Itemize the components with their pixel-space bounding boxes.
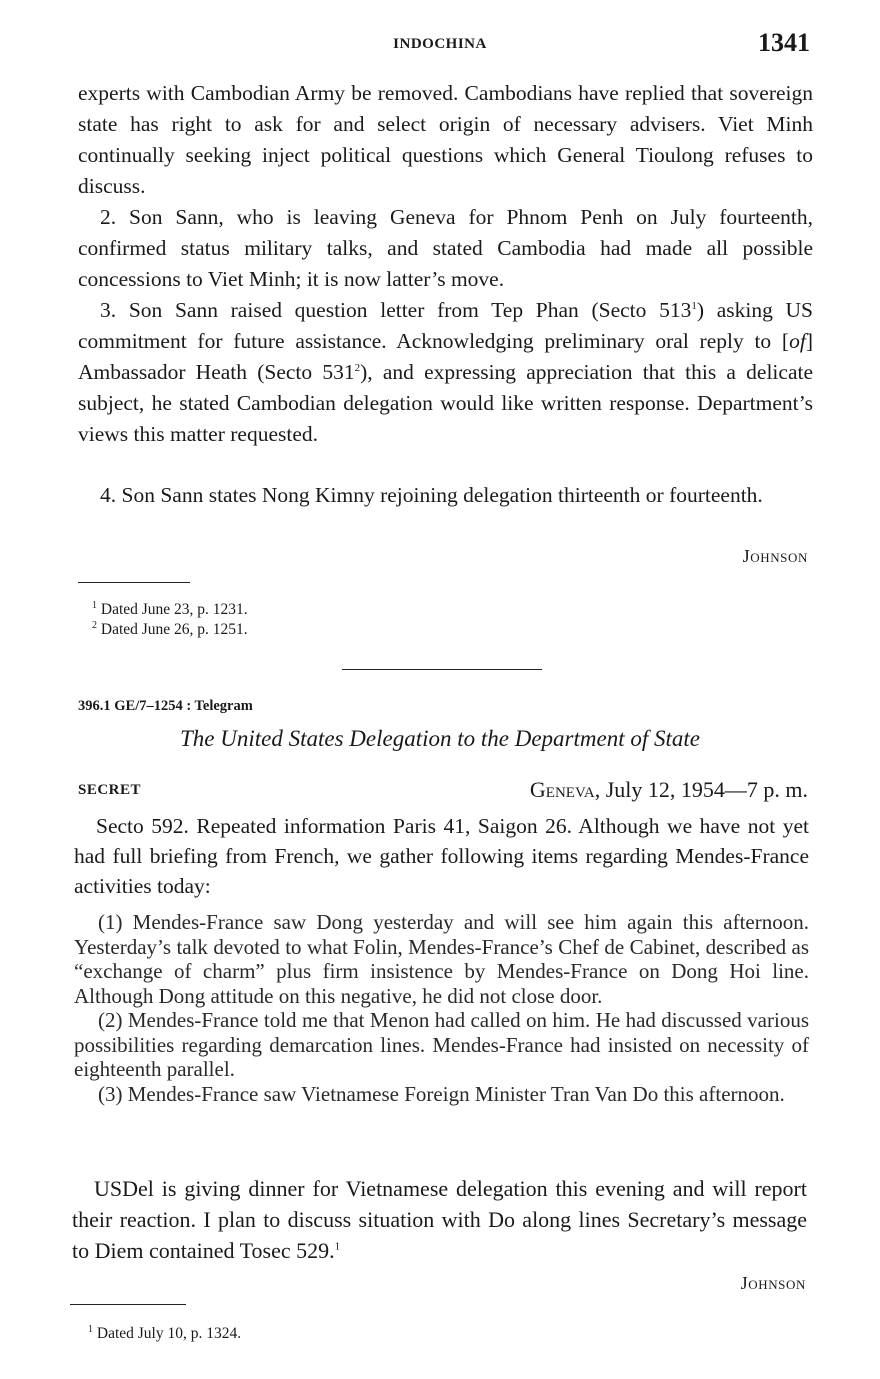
telegram-closing-text: USDel is giving dinner for Vietnamese delegation this evening and will report their reaction. I plan to discuss situation with Do along lines Secretary’s message to Diem contained Tosec 529. (72, 1176, 807, 1263)
footnote-2-text: Dated June 26, p. 1251. (100, 621, 248, 638)
footnote-3-text: Dated July 10, p. 1324. (96, 1325, 242, 1342)
page-number: 1341 (758, 28, 810, 57)
paragraph-3 (78, 295, 813, 450)
dateline-date: , July 12, 1954—7 p. m. (594, 777, 808, 802)
running-header-title: INDOCHINA (393, 36, 487, 52)
telegram-item-1: (1) Mendes-France saw Dong yesterday and will see him again this afternoon. Yesterday’s talk devoted to what Folin, Mendes-France’s Chef de Cabinet, described as “exchange of charm” plus firm insistence by Mendes-France on Dong Hoi line. Although Dong attitude on this negative, he did not close door. (74, 910, 809, 1008)
telegram-item-2: (2) Mendes-France told me that Menon had called on him. He had discussed various possibilities regarding demarcation lines. Mendes-France had insisted on necessity of eighteenth parallel. (74, 1008, 809, 1081)
document-identifier: 396.1 GE/7–1254 : Telegram (78, 698, 253, 714)
footnote-2-mark: 2 (92, 619, 97, 631)
paragraph-2: 2. Son Sann, who is leaving Geneva for Phnom Penh on July fourteenth, confirmed status military talks, and stated Cambodia had made all possible concessions to Viet Minh; it is now latter’s move. (78, 205, 813, 291)
footnote-3 (88, 1324, 241, 1344)
footnote-rule-1 (78, 582, 190, 583)
footnote-1 (92, 600, 248, 620)
paragraph-continuation: experts with Cambodian Army be removed. Cambodians have replied that sovereign state has right to ask for and select origin of necessary advisers. Viet Minh continually seeking inject political questions which General Tioulong refuses to discuss. (78, 81, 813, 198)
telegram-closing (72, 1173, 807, 1266)
signature-johnson-2: Johnson (740, 1273, 806, 1293)
footnote-ref-3: 1 (334, 1240, 341, 1253)
signature-johnson-1: Johnson (742, 546, 808, 566)
footnote-2 (92, 620, 248, 640)
paragraph-4: 4. Son Sann states Nong Kimny rejoining delegation thirteenth or fourteenth. (100, 483, 763, 507)
footnote-3-mark: 1 (88, 1323, 93, 1335)
dateline-place: Geneva (529, 777, 595, 802)
footnote-ref-2: 2 (354, 361, 361, 374)
footnote-1-text: Dated June 23, p. 1231. (100, 601, 248, 618)
paragraph-3-text-d: ), and expressing appreciation that this a delicate subject, he stated Cambodian delegation would like written response. Department’s views this matter requested. (78, 360, 813, 446)
document-title: The United States Delegation to the Department of State (180, 726, 700, 751)
footnote-ref-1: 1 (691, 299, 697, 312)
telegram-item-3: (3) Mendes-France saw Vietnamese Foreign Minister Tran Van Do this afternoon. (98, 1081, 785, 1106)
telegram-items (74, 910, 809, 1106)
dateline (530, 777, 808, 803)
section-divider (342, 669, 542, 670)
footnote-1-mark: 1 (92, 599, 97, 611)
footnote-rule-2 (70, 1304, 186, 1305)
paragraph-3-text-a: 3. Son Sann raised question letter from Tep Phan (Secto 513 (100, 298, 692, 322)
paragraph-3-text-b: ) asking US commitment for future assistance. Acknowledging preliminary oral reply to [ (78, 298, 813, 353)
paragraph-3-text-c: ] Ambassador Heath (Secto 531 (78, 329, 813, 384)
telegram-intro: Secto 592. Repeated information Paris 41, Saigon 26. Although we have not yet had full briefing from French, we gather following items regarding Mendes-France activities today: (74, 814, 809, 898)
classification-label: SECRET (78, 782, 142, 798)
bracketed-word: of (789, 329, 806, 353)
